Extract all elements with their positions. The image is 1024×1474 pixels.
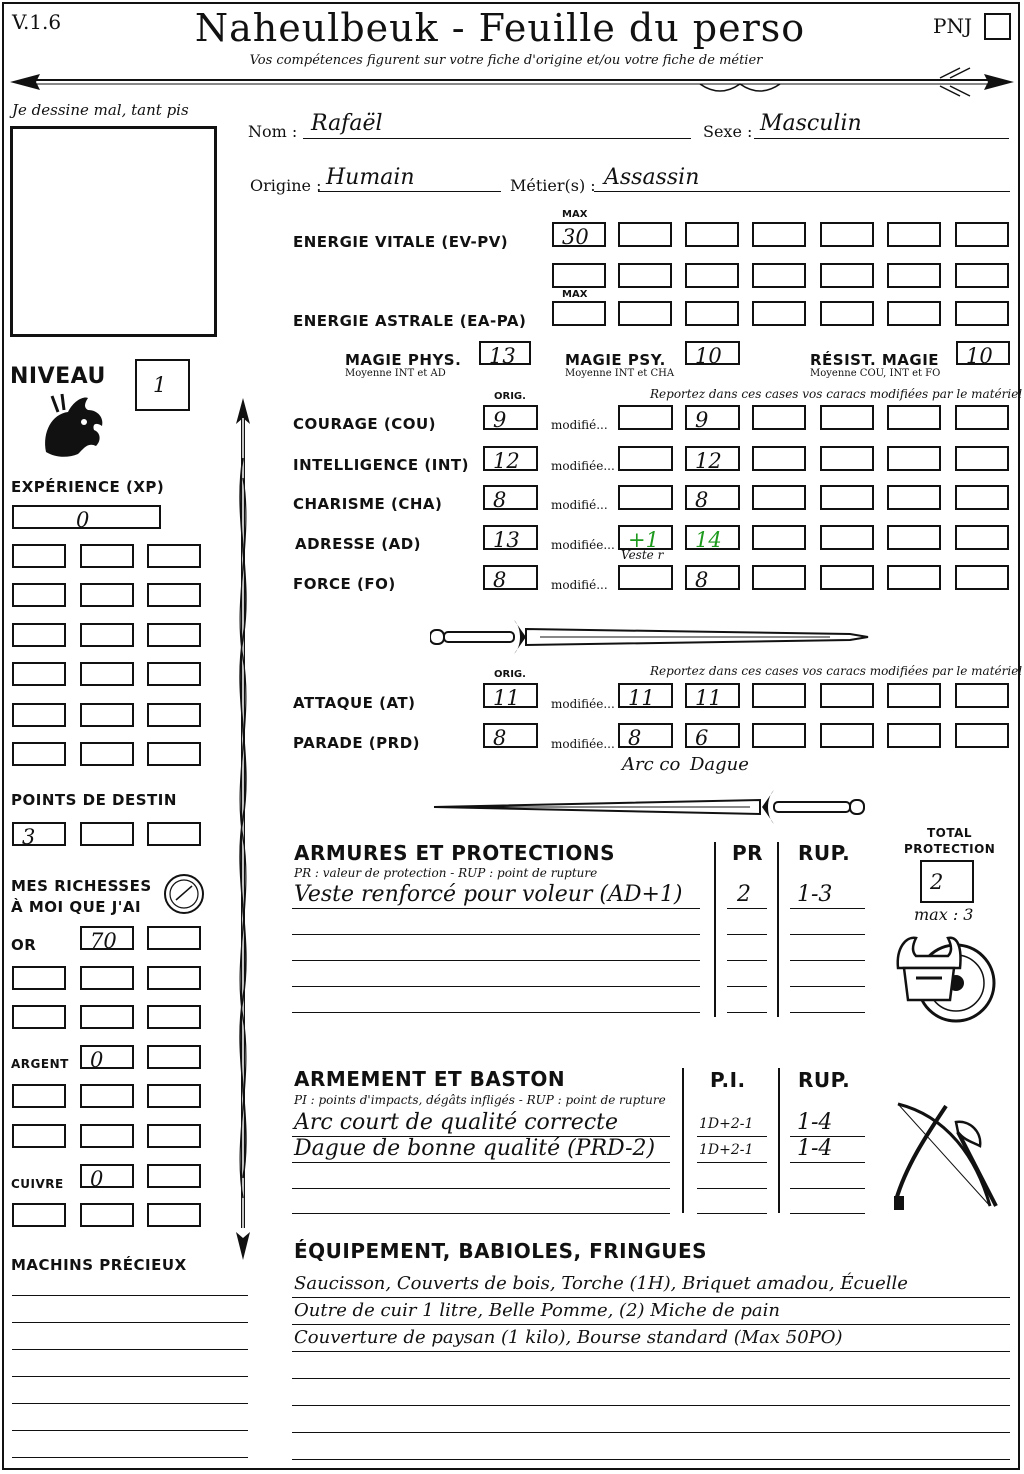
carac-m1-0-value: 9 — [695, 408, 709, 432]
ev-box-0-6[interactable] — [955, 222, 1009, 247]
carac-mod-3-value: +1 — [628, 528, 659, 552]
machins-line-3[interactable] — [12, 1375, 248, 1377]
combat-m2-0-value: 11 — [695, 686, 722, 710]
carac-mod-0[interactable] — [618, 405, 673, 430]
carac-extra-3-3[interactable] — [955, 525, 1009, 550]
argent-box-0[interactable] — [80, 1045, 134, 1072]
armures-rup-label: RUP. — [798, 841, 851, 865]
adresse-mod-note: Veste r — [621, 548, 664, 562]
carac-mod-2[interactable] — [618, 485, 673, 510]
combat-col-note-2: Dague — [690, 754, 749, 775]
xp-box-3-2[interactable] — [147, 662, 201, 686]
armement-note: PI : points d'impacts, dégâts infligés - RUP : point de rupture — [294, 1093, 666, 1107]
armure-pr-line-3[interactable] — [727, 961, 767, 987]
metier-field[interactable] — [594, 164, 1010, 192]
combat-extra-1-3[interactable] — [955, 723, 1009, 748]
niveau-value: 1 — [153, 373, 167, 397]
spear-divider-icon — [10, 64, 1016, 100]
origine-value: Humain — [326, 165, 415, 190]
page-subtitle: Vos compétences figurent sur votre fiche d'origine et/ou votre fiche de métier — [249, 53, 763, 68]
ev-box-1-2[interactable] — [685, 263, 739, 288]
carac-extra-4-0[interactable] — [752, 565, 806, 590]
or-grid-1-0[interactable] — [12, 1005, 66, 1029]
carac-extra-4-1[interactable] — [820, 565, 874, 590]
arme-pi-line-3[interactable] — [697, 1188, 767, 1214]
ea-label: ENERGIE ASTRALE (EA-PA) — [293, 312, 527, 330]
coin-icon — [162, 872, 206, 916]
ea-max-label: MAX — [562, 289, 588, 300]
armures-pr-label: PR — [732, 841, 764, 865]
carac-modif-label-2: modifié... — [551, 498, 608, 512]
xp-box-1-0[interactable] — [12, 583, 66, 607]
arme-line-3[interactable] — [292, 1188, 670, 1214]
carac-extra-4-3[interactable] — [955, 565, 1009, 590]
armure-rup-line-2[interactable] — [790, 935, 865, 961]
or-box-0-value: 70 — [90, 929, 117, 953]
xp-box-0-0[interactable] — [12, 544, 66, 568]
ea-box-1[interactable] — [618, 301, 672, 326]
arme-rup-line-2[interactable] — [790, 1163, 865, 1189]
destin-label: POINTS DE DESTIN — [11, 791, 177, 809]
carac-extra-0-0[interactable] — [752, 405, 806, 430]
carac-extra-3-1[interactable] — [820, 525, 874, 550]
armure-name-0: Veste renforcé pour voleur (AD+1) — [294, 882, 683, 907]
combat-m2-0[interactable] — [685, 683, 740, 708]
armure-rup-line-1[interactable] — [790, 909, 865, 935]
armement-divider-1 — [682, 1068, 684, 1213]
carac-label-2: CHARISME (CHA) — [293, 495, 443, 513]
carac-m1-1[interactable] — [685, 446, 740, 471]
carac-mod-4[interactable] — [618, 565, 673, 590]
armement-rup-label: RUP. — [798, 1068, 851, 1092]
or-label: OR — [11, 936, 37, 954]
carac-m1-3-value: 14 — [695, 528, 722, 552]
armement-title: ARMEMENT ET BASTON — [294, 1067, 566, 1091]
metier-value: Assassin — [604, 165, 700, 190]
equipement-text-2: Couverture de paysan (1 kilo), Bourse standard (Max 50PO) — [294, 1327, 843, 1348]
ev-box-1-3[interactable] — [752, 263, 806, 288]
version-label: V.1.6 — [12, 10, 62, 34]
carac-extra-3-0[interactable] — [752, 525, 806, 550]
armures-divider-1 — [714, 842, 716, 1017]
pnj-label: PNJ — [933, 14, 972, 38]
combat-extra-1-1[interactable] — [820, 723, 874, 748]
argent-grid-0-1[interactable] — [80, 1084, 134, 1108]
carac-orig-1-value: 12 — [493, 449, 520, 473]
argent-grid-1-0[interactable] — [12, 1124, 66, 1148]
cuivre-grid-2[interactable] — [147, 1203, 201, 1227]
xp-box-2-1[interactable] — [80, 623, 134, 647]
ev-box-1-6[interactable] — [955, 263, 1009, 288]
metier-label: Métier(s) : — [510, 176, 596, 195]
total-protection-box[interactable] — [920, 860, 974, 903]
xp-box-2-0[interactable] — [12, 623, 66, 647]
armement-pi-label: P.I. — [710, 1068, 746, 1092]
xp-box-4-1[interactable] — [80, 703, 134, 727]
armure-rup-line-3[interactable] — [790, 961, 865, 987]
argent-box-1[interactable] — [147, 1045, 201, 1069]
carac-m1-2-value: 8 — [695, 488, 709, 512]
machins-line-6[interactable] — [12, 1456, 248, 1458]
cuivre-grid-1[interactable] — [80, 1203, 134, 1227]
carac-extra-1-2[interactable] — [887, 446, 941, 471]
carac-label-4: FORCE (FO) — [293, 575, 396, 593]
ev-box-1-4[interactable] — [820, 263, 874, 288]
arme-pi-line-2[interactable] — [697, 1163, 767, 1189]
or-grid-0-2[interactable] — [147, 966, 201, 990]
equipement-title: ÉQUIPEMENT, BABIOLES, FRINGUES — [294, 1239, 708, 1263]
xp-box-5-0[interactable] — [12, 742, 66, 766]
combat-m1-0[interactable] — [618, 683, 673, 708]
origine-field[interactable] — [318, 164, 501, 192]
carac-extra-1-0[interactable] — [752, 446, 806, 471]
carac-extra-0-1[interactable] — [820, 405, 874, 430]
combat-orig-0-value: 11 — [493, 686, 520, 710]
xp-box-4-0[interactable] — [12, 703, 66, 727]
carac-m1-2[interactable] — [685, 485, 740, 510]
cuivre-grid-0[interactable] — [12, 1203, 66, 1227]
arme-name-0: Arc court de qualité correcte — [294, 1110, 618, 1135]
xp-label: EXPÉRIENCE (XP) — [11, 478, 165, 496]
magie-phys-value: 13 — [489, 344, 516, 368]
xp-value: 0 — [76, 508, 90, 532]
combat-m2-1-value: 6 — [695, 726, 709, 750]
sexe-label: Sexe : — [703, 122, 753, 141]
carac-orig-2[interactable] — [483, 485, 538, 510]
combat-orig-label: ORIG. — [494, 669, 526, 680]
carac-orig-3[interactable] — [483, 525, 538, 550]
combat-orig-1[interactable] — [483, 723, 538, 748]
caracs-orig-label: ORIG. — [494, 391, 526, 402]
ev-box-0-0[interactable] — [552, 222, 606, 247]
nom-value: Rafaël — [311, 111, 383, 136]
ea-box-5[interactable] — [887, 301, 941, 326]
armure-line-3[interactable] — [292, 961, 700, 987]
carac-modif-label-4: modifié... — [551, 578, 608, 592]
armure-rup-line-4[interactable] — [790, 987, 865, 1013]
equipement-line-4[interactable] — [292, 1380, 1010, 1406]
niveau-label: NIVEAU — [10, 364, 106, 389]
ev-label: ENERGIE VITALE (EV-PV) — [293, 233, 509, 251]
xp-box-5-1[interactable] — [80, 742, 134, 766]
combat-label-0: ATTAQUE (AT) — [293, 694, 416, 712]
combat-extra-1-2[interactable] — [887, 723, 941, 748]
arme-rup-line-3[interactable] — [790, 1188, 865, 1214]
armures-title: ARMURES ET PROTECTIONS — [294, 841, 615, 865]
destin-box-2[interactable] — [147, 822, 201, 846]
magie-phys-note: Moyenne INT et AD — [345, 368, 446, 379]
argent-grid-0-0[interactable] — [12, 1084, 66, 1108]
argent-grid-0-2[interactable] — [147, 1084, 201, 1108]
combat-extra-0-2[interactable] — [887, 683, 941, 708]
or-grid-0-1[interactable] — [80, 966, 134, 990]
dragon-icon — [38, 392, 108, 464]
carac-extra-3-2[interactable] — [887, 525, 941, 550]
argent-box-0-value: 0 — [90, 1048, 104, 1072]
xp-box-0-1[interactable] — [80, 544, 134, 568]
equipement-line-3[interactable] — [292, 1353, 1010, 1379]
carac-modif-label-3: modifiée... — [551, 538, 615, 552]
armures-note: PR : valeur de protection - RUP : point de rupture — [294, 866, 598, 880]
resist-magie-label: RÉSIST. MAGIE — [810, 351, 940, 369]
ev-box-0-3[interactable] — [752, 222, 806, 247]
combat-col-note-1: Arc co — [622, 754, 681, 775]
armure-pr-line-4[interactable] — [727, 987, 767, 1013]
carac-label-3: ADRESSE (AD) — [295, 535, 422, 553]
destin-box-0[interactable] — [12, 822, 66, 849]
sexe-field[interactable] — [754, 111, 1009, 139]
machins-line-1[interactable] — [12, 1321, 248, 1323]
armure-pr-line-1[interactable] — [727, 909, 767, 935]
ev-box-1-0[interactable] — [552, 263, 606, 288]
carac-extra-0-3[interactable] — [955, 405, 1009, 430]
carac-orig-1[interactable] — [483, 446, 538, 471]
carac-extra-4-2[interactable] — [887, 565, 941, 590]
magie-psy-note: Moyenne INT et CHA — [565, 368, 675, 379]
combat-note: Reportez dans ces cases vos caracs modifiées par le matériel — [650, 664, 1023, 678]
carac-orig-4-value: 8 — [493, 568, 507, 592]
xp-box-3-1[interactable] — [80, 662, 134, 686]
armure-rup-0: 1-3 — [797, 882, 833, 907]
carac-extra-1-1[interactable] — [820, 446, 874, 471]
carac-mod-1[interactable] — [618, 446, 673, 471]
armure-line-2[interactable] — [292, 935, 700, 961]
magie-psy-box[interactable] — [685, 341, 740, 368]
armement-divider-2 — [778, 1068, 780, 1213]
carac-m1-4-value: 8 — [695, 568, 709, 592]
carac-extra-2-1[interactable] — [820, 485, 874, 510]
ev-box-0-5[interactable] — [887, 222, 941, 247]
xp-box-4-2[interactable] — [147, 703, 201, 727]
arme-pi-1: 1D+2-1 — [699, 1142, 754, 1158]
resist-magie-value: 10 — [966, 344, 993, 368]
equipement-line-6[interactable] — [292, 1434, 1010, 1460]
machins-line-0[interactable] — [12, 1294, 248, 1296]
or-grid-1-2[interactable] — [147, 1005, 201, 1029]
carac-label-1: INTELLIGENCE (INT) — [293, 456, 469, 474]
arme-pi-0: 1D+2-1 — [699, 1116, 754, 1132]
combat-extra-1-0[interactable] — [752, 723, 806, 748]
combat-m1-1-value: 8 — [628, 726, 642, 750]
armure-pr-0: 2 — [737, 882, 751, 907]
cuivre-box-0-value: 0 — [90, 1167, 104, 1191]
origine-label: Origine : — [250, 176, 322, 195]
niveau-box[interactable] — [135, 359, 190, 411]
portrait-caption: Je dessine mal, tant pis — [12, 101, 189, 119]
magie-phys-label: MAGIE PHYS. — [345, 351, 462, 369]
total-protection-label-2: PROTECTION — [904, 842, 996, 856]
carac-modif-label-1: modifiée... — [551, 459, 615, 473]
carac-m1-4[interactable] — [685, 565, 740, 590]
ev-box-0-1[interactable] — [618, 222, 672, 247]
argent-label: ARGENT — [11, 1057, 69, 1071]
armure-line-1[interactable] — [292, 909, 700, 935]
equipement-text-0: Saucisson, Couverts de bois, Torche (1H), Briquet amadou, Écuelle — [294, 1273, 908, 1294]
combat-m2-1[interactable] — [685, 723, 740, 748]
combat-modif-label-1: modifiée... — [551, 737, 615, 751]
xp-box-0-2[interactable] — [147, 544, 201, 568]
carac-m1-0[interactable] — [685, 405, 740, 430]
combat-orig-0[interactable] — [483, 683, 538, 708]
destin-box-1[interactable] — [80, 822, 134, 846]
ea-box-4[interactable] — [820, 301, 874, 326]
xp-total-box[interactable] — [12, 505, 161, 532]
carac-orig-2-value: 8 — [493, 488, 507, 512]
magie-psy-label: MAGIE PSY. — [565, 351, 666, 369]
page-title: Naheulbeuk - Feuille du perso — [194, 6, 806, 50]
sword-icon — [430, 612, 870, 662]
combat-m1-1[interactable] — [618, 723, 673, 748]
xp-box-1-2[interactable] — [147, 583, 201, 607]
ev-max-label: MAX — [562, 209, 588, 220]
equipement-text-1: Outre de cuir 1 litre, Belle Pomme, (2) Miche de pain — [294, 1300, 781, 1321]
combat-orig-1-value: 8 — [493, 726, 507, 750]
or-box-1[interactable] — [147, 926, 201, 950]
arme-rup-0: 1-4 — [797, 1110, 833, 1135]
weapons-icon — [886, 1096, 1006, 1218]
magie-phys-box[interactable] — [479, 341, 531, 368]
ea-box-6[interactable] — [955, 301, 1009, 326]
portrait-box[interactable] — [10, 126, 217, 337]
machins-label: MACHINS PRÉCIEUX — [11, 1256, 187, 1274]
cuivre-box-1[interactable] — [147, 1164, 201, 1188]
carac-modif-label-0: modifié... — [551, 418, 608, 432]
armures-divider-2 — [777, 842, 779, 1017]
carac-extra-1-3[interactable] — [955, 446, 1009, 471]
combat-extra-0-3[interactable] — [955, 683, 1009, 708]
resist-magie-box[interactable] — [956, 341, 1010, 368]
nom-label: Nom : — [248, 122, 298, 141]
ev-box-0-0-value: 30 — [562, 225, 589, 249]
armure-line-4[interactable] — [292, 987, 700, 1013]
carac-orig-0-value: 9 — [493, 408, 507, 432]
xp-box-3-0[interactable] — [12, 662, 66, 686]
carac-extra-2-3[interactable] — [955, 485, 1009, 510]
carac-extra-2-0[interactable] — [752, 485, 806, 510]
arme-rup-1: 1-4 — [797, 1136, 833, 1161]
destin-box-0-value: 3 — [22, 825, 36, 849]
cuivre-label: CUIVRE — [11, 1177, 64, 1191]
richesses-label-2: À MOI QUE J'AI — [11, 898, 142, 916]
or-grid-1-1[interactable] — [80, 1005, 134, 1029]
xp-box-2-2[interactable] — [147, 623, 201, 647]
or-box-0[interactable] — [80, 926, 134, 953]
combat-extra-0-0[interactable] — [752, 683, 806, 708]
combat-label-1: PARADE (PRD) — [293, 734, 421, 752]
or-grid-0-0[interactable] — [12, 966, 66, 990]
arme-line-2[interactable] — [292, 1163, 670, 1189]
carac-label-0: COURAGE (COU) — [293, 415, 437, 433]
xp-box-5-2[interactable] — [147, 742, 201, 766]
cuivre-box-0[interactable] — [80, 1164, 134, 1191]
ev-box-1-5[interactable] — [887, 263, 941, 288]
nom-field[interactable] — [303, 111, 691, 139]
richesses-label-1: MES RICHESSES — [11, 877, 152, 895]
combat-m1-0-value: 11 — [628, 686, 655, 710]
machins-line-4[interactable] — [12, 1402, 248, 1404]
combat-modif-label-0: modifiée... — [551, 697, 615, 711]
ev-box-0-4[interactable] — [820, 222, 874, 247]
machins-line-5[interactable] — [12, 1429, 248, 1431]
max-protection: max : 3 — [914, 905, 974, 924]
ev-box-1-1[interactable] — [618, 263, 672, 288]
combat-extra-0-1[interactable] — [820, 683, 874, 708]
carac-orig-0[interactable] — [483, 405, 538, 430]
magie-psy-value: 10 — [695, 344, 722, 368]
ea-box-3[interactable] — [752, 301, 806, 326]
carac-m1-1-value: 12 — [695, 449, 722, 473]
total-protection-value: 2 — [930, 870, 944, 894]
carac-extra-2-2[interactable] — [887, 485, 941, 510]
ev-box-0-2[interactable] — [685, 222, 739, 247]
resist-magie-note: Moyenne COU, INT et FO — [810, 368, 941, 379]
xp-box-1-1[interactable] — [80, 583, 134, 607]
sexe-value: Masculin — [760, 111, 862, 136]
carac-m1-3[interactable] — [685, 525, 740, 550]
ea-box-0[interactable] — [552, 301, 606, 326]
equipement-line-5[interactable] — [292, 1407, 1010, 1433]
carac-extra-0-2[interactable] — [887, 405, 941, 430]
ea-box-2[interactable] — [685, 301, 739, 326]
carac-mod-3[interactable] — [618, 525, 673, 550]
carac-orig-3-value: 13 — [493, 528, 520, 552]
argent-grid-1-2[interactable] — [147, 1124, 201, 1148]
caracs-note: Reportez dans ces cases vos caracs modifiées par le matériel — [650, 387, 1023, 401]
argent-grid-1-1[interactable] — [80, 1124, 134, 1148]
pnj-checkbox[interactable] — [984, 13, 1011, 40]
machins-line-2[interactable] — [12, 1348, 248, 1350]
helmet-shield-icon — [890, 928, 1000, 1028]
vertical-spear-icon — [228, 398, 258, 1260]
arme-name-1: Dague de bonne qualité (PRD-2) — [294, 1136, 656, 1161]
armure-pr-line-2[interactable] — [727, 935, 767, 961]
sword-icon-2 — [430, 782, 870, 832]
total-protection-label-1: TOTAL — [927, 826, 973, 840]
carac-orig-4[interactable] — [483, 565, 538, 590]
